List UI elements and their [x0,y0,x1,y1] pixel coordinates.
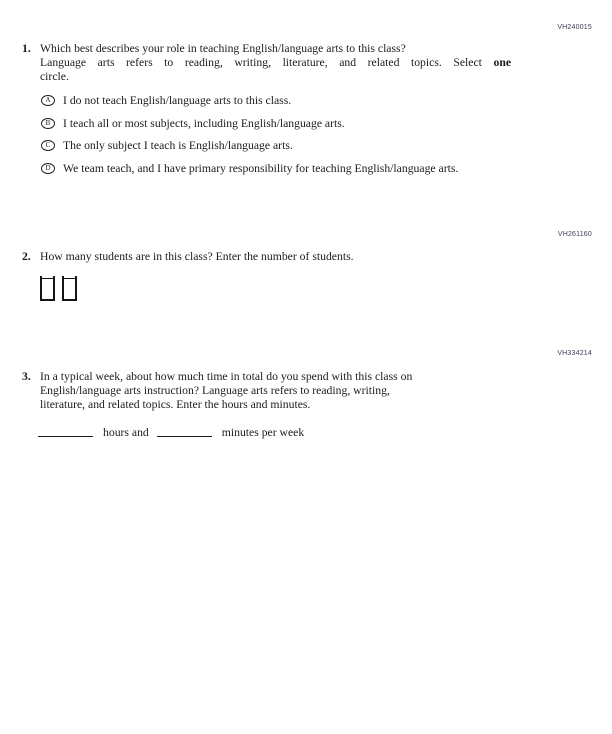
option-row-c [41,139,511,153]
digit-box-ones[interactable] [62,278,77,301]
option-row-a [41,94,511,108]
question-2-number: 2. [22,250,31,263]
option-b-bubble[interactable] [41,118,55,129]
question-3-line-3: literature, and related topics. Enter the hours and minutes. [40,398,311,411]
option-d-text: We team teach, and I have primary responsibility for teaching English/language arts. [63,161,459,175]
question-1-number: 1. [22,42,31,55]
option-c-text: The only subject I teach is English/language arts. [63,139,293,152]
minutes-label: minutes per week [221,426,305,439]
hours-minutes-entry [38,426,412,440]
digit-box-tens[interactable] [40,278,55,301]
question-3-number: 3. [22,370,31,383]
hours-blank[interactable] [38,430,93,437]
question-3-code: VH334214 [557,350,592,357]
option-c-letter: C [45,141,51,150]
question-1-text [40,42,511,84]
option-b-letter: B [45,118,51,127]
question-3-line-2: English/language arts instruction? Language arts refers to reading, writing, [40,384,390,397]
question-1-code: VH240015 [557,24,592,31]
question-1-line-2: Language arts refers to reading, writing, literature, and related topics. Select one [40,56,511,69]
option-row-b [41,117,511,131]
question-1 [22,42,511,184]
minutes-blank[interactable] [157,430,212,437]
question-2-text: How many students are in this class? Enter the number of students. [40,250,354,263]
option-a-bubble[interactable] [41,95,55,106]
option-a-letter: A [45,96,51,105]
option-b-text: I teach all or most subjects, including English/language arts. [63,116,345,130]
question-1-line-1: Which best describes your role in teaching English/language arts to this class? [40,42,406,55]
option-d-letter: D [45,163,51,172]
option-a-text: I do not teach English/language arts to this class. [63,94,292,107]
bold-word-one: one [493,56,511,69]
question-3-text [40,370,412,412]
question-3-line-1: In a typical week, about how much time in total do you spend with this class on [40,370,413,383]
question-2-code: VH261160 [557,231,592,238]
option-c-bubble[interactable] [41,140,55,151]
question-1-line-3: circle. [40,70,69,83]
student-count-entry [40,275,354,303]
question-1-options [41,94,511,175]
option-d-bubble[interactable] [41,163,55,174]
hours-label: hours and [103,426,149,439]
option-row-d [41,162,511,176]
question-3 [22,370,412,440]
question-2 [22,250,354,303]
